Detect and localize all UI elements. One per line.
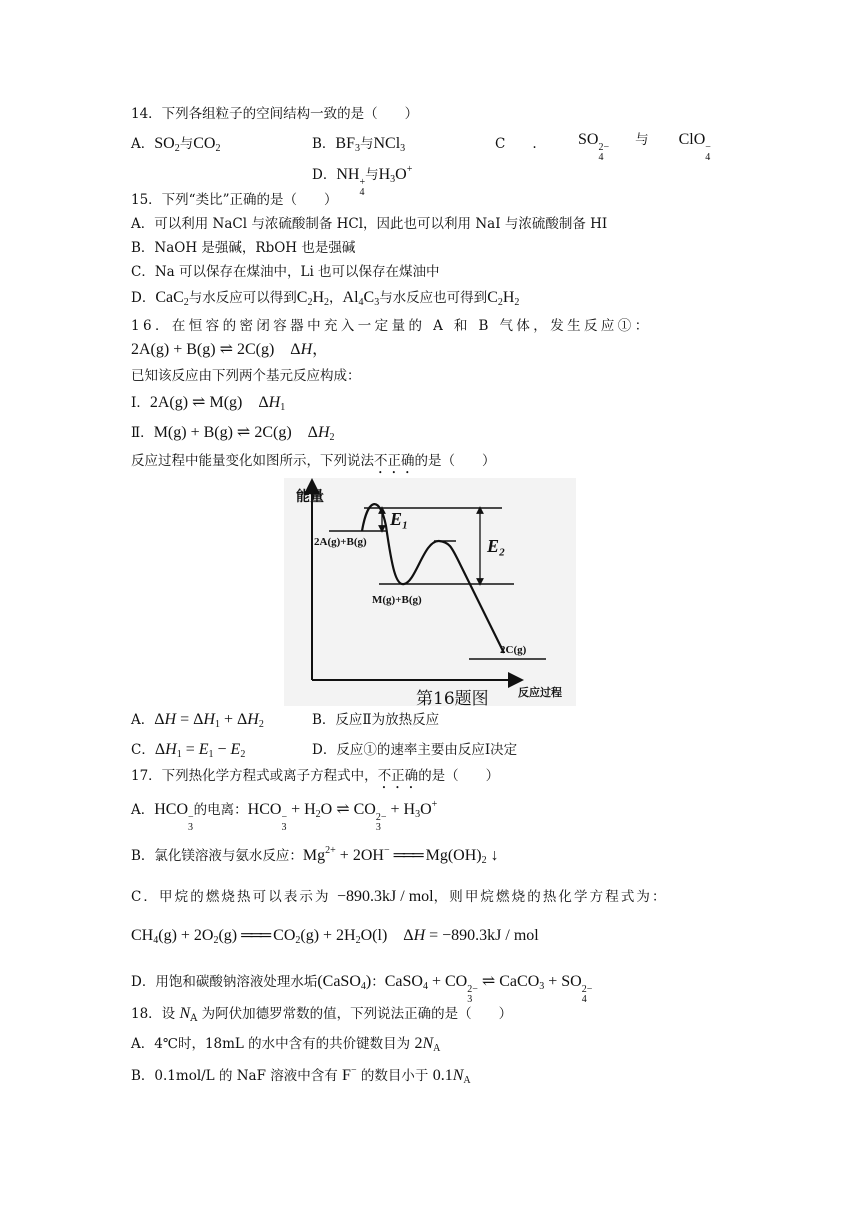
q14-stem: 14．下列各组粒子的空间结构一致的是（ ）: [131, 106, 419, 122]
q15-option-a: A．可以利用 NaCl 与浓硫酸制备 HCl，因此也可以利用 NaI 与浓硫酸制备 HI: [131, 216, 608, 232]
q18-option-a: A．4℃时，18mL 的水中含有的共价键数目为 $2N_A$: [131, 1035, 441, 1054]
q16-option-b: B．反应Ⅱ为放热反应: [312, 712, 440, 728]
q16-stem: 16．在恒容的密闭容器中充入一定量的 A 和 B 气体，发生反应①：: [131, 318, 652, 334]
q15-stem: 15．下列“类比”正确的是（ ）: [131, 192, 338, 208]
q17-option-c-text: C．甲烷的燃烧热可以表示为 −890.3kJ / mol，则甲烷燃烧的热化学方程式为：: [131, 888, 668, 905]
q17-stem-pre: 17．下列热化学方程式或离子方程式中，: [131, 768, 378, 784]
q17-stem-emphasis: 不正确: [377, 768, 419, 784]
q16-option-d: D．反应①的速率主要由反应Ⅰ决定: [312, 742, 518, 758]
q16-reaction-2: Ⅱ．M(g) + B(g) ⇌ 2C(g) $\Delta H_2$: [131, 424, 335, 443]
figure-caption: 第16题图: [416, 689, 489, 709]
q16-question-post: 的是（ ）: [414, 453, 496, 469]
q14-b-label: B．: [312, 136, 336, 152]
label-intermediate: M(g)+B(g): [372, 594, 422, 606]
q16-a-label: A．: [131, 712, 155, 728]
label-e1: E₁: [390, 509, 409, 529]
q14-c-label: C .: [495, 136, 537, 152]
q14-option-d: D．NH + 4 与$H_3O^+$: [312, 164, 413, 198]
q16-intro: 已知该反应由下列两个基元反应构成：: [131, 368, 361, 384]
q15-option-d: D．CaC$_2$与水反应可以得到$C_2H_2$，$Al_4C_3$与水反应也可得到$C_2H_2$: [131, 289, 520, 308]
q14-option-a: A．$SO_2$与$CO_2$: [131, 135, 221, 154]
q16-question: [131, 451, 496, 477]
q14-d-label: D．: [312, 167, 337, 183]
q17-option-a: A．HCO − 3 的电离：HCO − 3 + $H_2O$ ⇌ CO 2− 3 + $H_3O^+$: [131, 799, 438, 833]
q16-option-a: A．$\Delta H = \Delta H_1 + \Delta H_2$: [131, 711, 264, 730]
q17-option-b: B．氯化镁溶液与氨水反应：$Mg^{2+} + 2OH^-$ ═══ $Mg(OH)_2$ ↓: [131, 845, 499, 866]
q16-option-c: C．$\Delta H_1 = E_1 - E_2$: [131, 741, 246, 760]
q15-d-label: D．: [131, 290, 156, 306]
q17-d-label: D．用饱和碳酸钠溶液处理水垢: [131, 974, 318, 990]
label-products: 2C(g): [500, 644, 527, 656]
q15-option-b: B．NaOH 是强碱，RbOH 也是强碱: [131, 240, 356, 256]
x-axis-label: 反应过程: [518, 686, 562, 699]
q14-option-b: B．$BF_3$与NCl$_3$: [312, 135, 406, 154]
q16-equation: 2A(g) + B(g) ⇌ 2C(g) ΔH，: [131, 341, 329, 358]
label-reactants: 2A(g)+B(g): [314, 536, 367, 548]
q17-stem-post: 的是（ ）: [418, 768, 500, 784]
q17-stem: [131, 766, 499, 792]
q17-option-c-equation: $CH_4(g) + 2O_2(g)$ ═══ $CO_2(g) + 2H_2O(l)$ ΔH = −890.3kJ / mol: [131, 927, 539, 946]
energy-diagram: [284, 478, 576, 709]
q14-a-label: A．: [131, 136, 155, 152]
q17-b-label: B．氯化镁溶液与氨水反应：: [131, 848, 303, 864]
y-axis-label: 能量: [296, 489, 324, 505]
q16-c-label: C．: [131, 742, 155, 758]
q16-reaction-1: Ⅰ．2A(g) ⇌ M(g) $\Delta H_1$: [131, 394, 286, 413]
q15-option-c: C．Na 可以保存在煤油中，Li 也可以保存在煤油中: [131, 264, 440, 280]
energy-diagram-svg: [284, 478, 576, 706]
q16-question-pre: 反应过程中能量变化如图所示，下列说法: [131, 453, 374, 469]
label-e2: E₂: [487, 536, 506, 556]
q17-a-label: A．: [131, 802, 155, 818]
q16-r1-label: Ⅰ．: [131, 395, 150, 411]
q14-option-c: SO 2− 4 与 ClO − 4: [578, 131, 711, 163]
q18-option-b: B．0.1mol/L 的 NaF 溶液中含有 F− 的数目小于 $0.1N_A$: [131, 1065, 471, 1086]
reaction-curve: [362, 504, 504, 653]
q16-r2-label: Ⅱ．: [131, 425, 154, 441]
q16-question-emphasis: 不正确: [374, 453, 415, 469]
q17-option-d: D．用饱和碳酸钠溶液处理水垢(CaSO$_4$)：CaSO$_4$ + CO 2− 3 ⇌ CaCO$_3$ + SO 2− 4: [131, 973, 593, 1005]
q14-a-formula: $SO_2$: [154, 135, 180, 154]
q18-stem: 18．设 $N_A$ 为阿伏加德罗常数的值，下列说法正确的是（ ）: [131, 1005, 513, 1024]
